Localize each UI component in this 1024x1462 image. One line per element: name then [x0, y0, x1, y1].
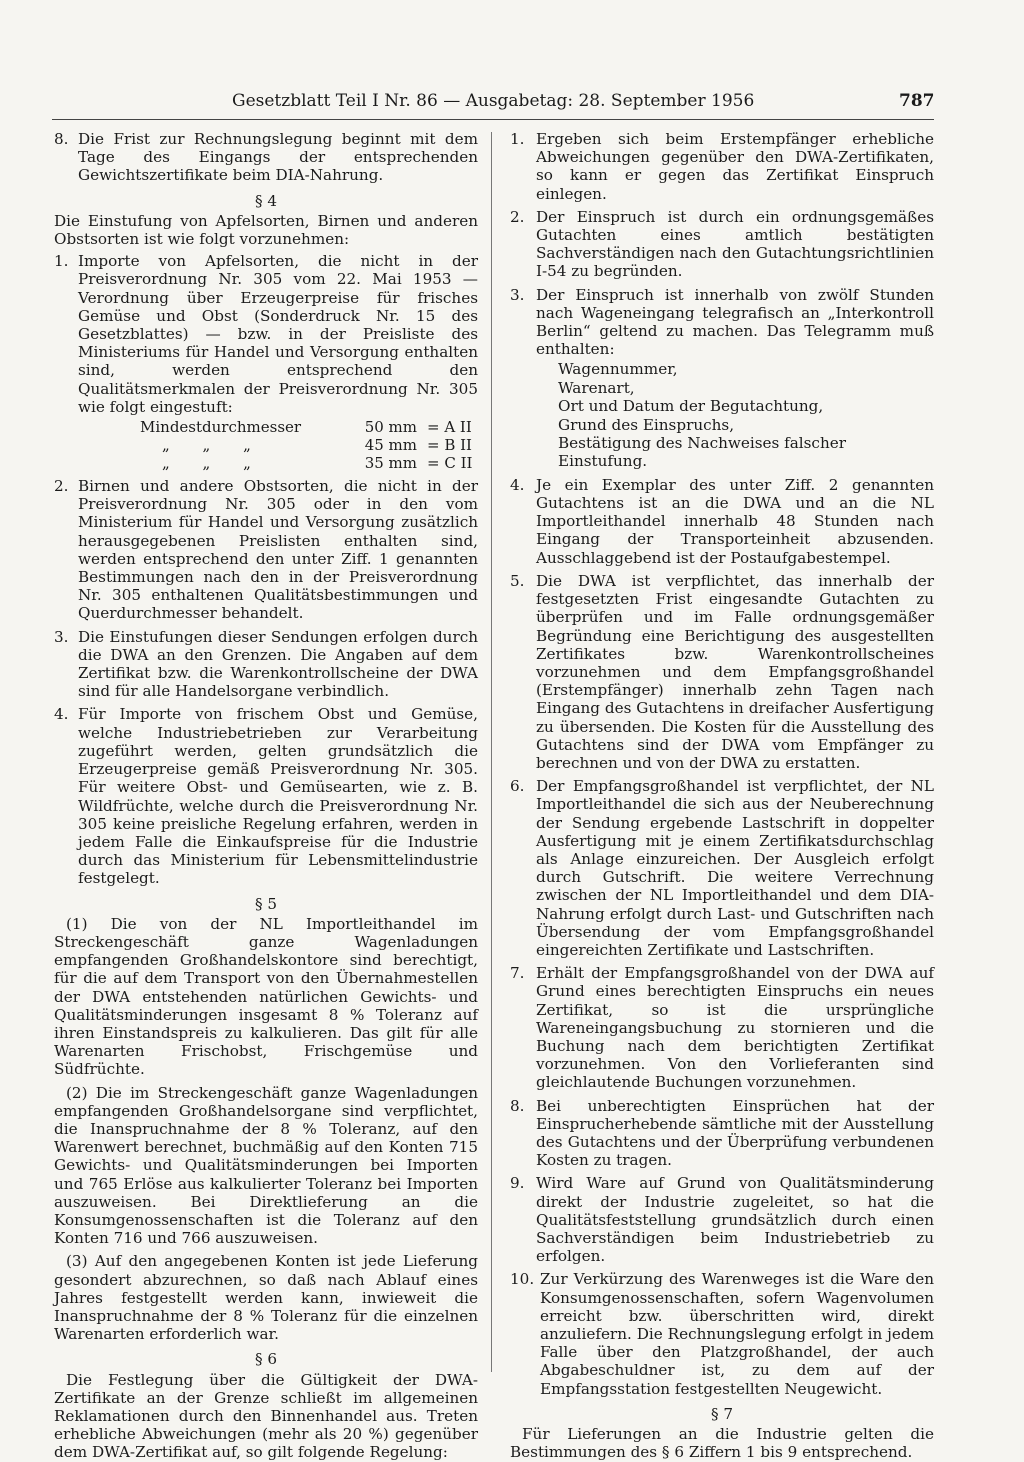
paragraph: (2) Die im Streckengeschäft ganze Wagenladungen empfangenden Großhandelsorgane sind verpflichtet, die Inanspruchnahme der 8 % Toleranz, auf den Warenwert berechnet, buchmäßig auf den Konten 715 Gewichts- und Qualitätsminderungen bei Importen und 765 Erlöse aus kalkulierter Toleranz bei Importen auszuweisen. Bei Direktlieferung an die Konsumgenossenschaften ist die Toleranz auf den Konten 716 und 766 auszuweisen. — [54, 1083, 478, 1248]
table-cell: 50 mm — [364, 418, 417, 437]
list-entry: Warenart, — [558, 378, 635, 397]
section-heading: § 4 — [254, 191, 278, 210]
list-item — [510, 1270, 934, 1397]
item-number: 4. — [510, 475, 525, 494]
item-text: Bei unberechtigten Einsprüchen hat der Einsprucherhebende sämtliche mit der Ausstellung des Gutachtens und der Überprüfung verbundenen Kosten zu tragen. — [536, 1096, 934, 1170]
item-text: Für Importe von frischem Obst und Gemüse, welche Industriebetrieben zur Verarbeitung zugeführt werden, gelten grundsätzlich die Erzeugerpreise gemäß Preisverordnung Nr. 305. Für weitere Obst- und Gemüsearten, wie z. B. Wildfrüchte, welche durch die Preisverordnung Nr. 305 keine preisliche Regelung erfahren, werden in jedem Falle die Einkaufspreise für die Industrie durch das Ministerium für Lebensmittelindustrie festgelegt. — [78, 705, 478, 888]
item-number: 3. — [54, 627, 69, 646]
item-text: Zur Verkürzung des Warenweges ist die Ware den Konsumgenossenschaften, sofern Wagenvolumen erreicht bzw. überschritten wird, direkt anzuliefern. Die Rechnungslegung erfolgt in jedem Falle über den Platzgroßhandel, der auch Abgabeschuldner ist, zu dem auf der Empfangsstation festgestellten Neugewicht. — [540, 1270, 934, 1398]
paragraph: (3) Auf den angegebenen Konten ist jede Lieferung gesondert abzurechnen, so daß nach Ablauf eines Jahres festgestellt werden kann, inwieweit die Inanspruchnahme der 8 % Toleranz für die einzelnen Warenarten erforderlich war. — [54, 1252, 478, 1344]
list-entry: Ort und Datum der Begutachtung, — [558, 397, 824, 416]
item-number: 8. — [510, 1096, 525, 1115]
table-cell: = B II — [427, 436, 472, 455]
item-number: 1. — [54, 252, 69, 271]
item-text: Je ein Exemplar des unter Ziff. 2 genannten Gutachtens ist an die DWA und an die NL Importleithandel innerhalb 48 Stunden nach Eingang der Transporteinheit abzusenden. Ausschlaggebend ist der Postaufgabestempel. — [536, 475, 934, 567]
list-item — [54, 705, 478, 887]
right-column — [510, 130, 934, 1462]
list-item — [510, 777, 934, 959]
item-text: Der Empfangsgroßhandel ist verpflichtet, der NL Importleithandel die sich aus der Neuberechnung der Sendung ergebende Lastschrift in doppelter Ausfertigung mit je einem Zertifikatsdurchschlag als Anlage einzureichen. Der Ausgleich erfolgt durch Gutschrift. Die weitere Verrechnung zwischen der NL Importleithandel und dem DIA-Nahrung erfolgt durch Last- und Gutschriften nach Übersendung der vom Empfangsgroßhandel eingereichten Zertifikate und Lastschriften. — [536, 777, 934, 959]
list-item — [54, 477, 478, 623]
header-rule — [52, 119, 934, 120]
item-number: 3. — [510, 285, 525, 304]
left-column — [54, 130, 478, 1462]
item-number: 9. — [510, 1174, 525, 1193]
item-text: Der Einspruch ist innerhalb von zwölf Stunden nach Wageneingang telegrafisch an „Interkontroll Berlin“ geltend zu machen. Das Telegramm muß enthalten: — [536, 285, 934, 359]
item-text: Der Einspruch ist durch ein ordnungsgemäßes Gutachten eines amtlich bestätigten Sachverständigen nach den Gutachtungsrichtlinien I-54 zu begründen. — [536, 207, 934, 281]
item-text: Die DWA ist verpflichtet, das innerhalb der festgesetzten Frist eingesandte Gutachten zu überprüfen und im Falle ordnungsgemäßer Begründung eine Berichtigung des ausgestellten Zertifikates bzw. Warenkontrollscheines vorzunehmen und dem Empfangsgroßhandel (Erstempfänger) innerhalb zehn Tagen nach Eingang des Gutachtens in dreifacher Ausfertigung zu übersenden. Die Kosten für die Ausstellung des Gutachtens sind der DWA vom Empfänger zu berechnen und von der DWA zu erstatten. — [536, 571, 934, 772]
list-item — [510, 964, 934, 1091]
telegram-contents-list — [558, 360, 934, 470]
column-divider — [491, 132, 492, 1372]
table-row — [140, 454, 478, 472]
item-number: 8. — [54, 130, 69, 148]
paragraph: Die Festlegung über die Gültigkeit der DWA-Zertifikate an der Grenze schließt im allgemeinen Reklamationen durch den Binnenhandel aus. Treten erhebliche Abweichungen (mehr als 20 %) gegenüber dem DWA-Zertifikat auf, so gilt folgende Regelung: — [54, 1370, 478, 1462]
item-text: Wird Ware auf Grund von Qualitätsminderung direkt der Industrie zugeleitet, so hat die Qualitätsfeststellung grundsätzlich durch einen Sachverständigen beim Industriebetrieb zu erfolgen. — [536, 1174, 934, 1266]
item-number: 2. — [54, 477, 69, 496]
item-text: Importe von Apfelsorten, die nicht in der Preisverordnung Nr. 305 vom 22. Mai 1953 — Verordnung über Erzeugerpreise für frisches Gemüse und Obst (Sonderdruck Nr. 15 des Gesetzblattes) — bzw. in der Preisliste des Ministeriums für Handel und Versorgung enthalten sind, werden entsprechend den Qualitätsmerkmalen der Preisverordnung Nr. 305 wie folgt eingestuft: — [78, 252, 478, 416]
item-number: 7. — [510, 964, 525, 983]
item-number: 1. — [510, 130, 525, 148]
table-row — [140, 418, 478, 436]
list-entry: Grund des Einspruchs, — [558, 415, 735, 434]
item-text: Die Frist zur Rechnungslegung beginnt mit dem Tage des Eingangs der entsprechenden Gewichtszertifikate beim DIA-Nahrung. — [78, 130, 478, 185]
list-entry: Wagennummer, — [558, 360, 678, 379]
list-entry: Bestätigung des Nachweises falscher Einstufung. — [558, 434, 846, 471]
header-title: Gesetzblatt Teil I Nr. 86 — Ausgabetag: 28. September 1956 — [232, 91, 755, 111]
item-number: 10. — [510, 1270, 535, 1289]
paragraph: Die Einstufung von Apfelsorten, Birnen und anderen Obstsorten ist wie folgt vorzunehmen: — [54, 211, 478, 249]
list-item — [54, 628, 478, 701]
list-item — [54, 130, 478, 185]
list-item — [510, 572, 934, 772]
list-item — [510, 130, 934, 203]
size-classification-table — [140, 418, 478, 472]
item-number: 2. — [510, 207, 525, 226]
list-item — [510, 1174, 934, 1265]
section-heading: § 6 — [254, 1350, 278, 1369]
table-cell: 45 mm — [364, 436, 417, 455]
table-cell: „ „ „ — [162, 454, 265, 473]
section-heading: § 7 — [710, 1404, 734, 1423]
list-item — [510, 1097, 934, 1170]
list-item — [510, 286, 934, 471]
section-heading: § 5 — [254, 894, 278, 913]
table-row — [140, 436, 478, 454]
list-item — [510, 476, 934, 567]
page-number: 787 — [899, 91, 935, 111]
table-cell: Mindestdurchmesser — [140, 418, 302, 437]
item-text: Erhält der Empfangsgroßhandel von der DWA auf Grund eines berechtigten Einspruchs ein neues Zertifikat, so ist die ursprüngliche Wareneingangsbuchung zu stornieren und die Buchung nach dem berichtigten Zertifikat vorzunehmen. Von den Vorlieferanten sind gleichlautende Buchungen vorzunehmen. — [536, 964, 934, 1092]
page-header — [0, 88, 1024, 114]
table-cell: 35 mm — [364, 454, 417, 473]
table-cell: „ „ „ — [162, 436, 265, 455]
table-cell: = A II — [427, 418, 472, 437]
list-item — [54, 252, 478, 472]
table-cell: = C II — [427, 454, 473, 473]
list-item — [510, 208, 934, 281]
paragraph: Für Lieferungen an die Industrie gelten die Bestimmungen des § 6 Ziffern 1 bis 9 entsprechend. — [510, 1425, 934, 1462]
item-number: 6. — [510, 777, 525, 796]
item-text: Die Einstufungen dieser Sendungen erfolgen durch die DWA an den Grenzen. Die Angaben auf dem Zertifikat bzw. die Warenkontrollscheine der DWA sind für alle Handelsorgane verbindlich. — [78, 627, 478, 701]
item-text: Birnen und andere Obstsorten, die nicht in der Preisverordnung Nr. 305 oder in den vom Ministerium für Handel und Versorgung zusätzlich herausgegebenen Preislisten enthalten sind, werden entsprechend den unter Ziff. 1 genannten Bestimmungen nach den in der Preisverordnung Nr. 305 enthaltenen Qualitätsbestimmungen und Querdurchmesser behandelt. — [78, 477, 478, 623]
item-text: Ergeben sich beim Erstempfänger erhebliche Abweichungen gegenüber den DWA-Zertifikaten, so kann er gegen das Zertifikat Einspruch einlegen. — [536, 130, 934, 203]
item-number: 5. — [510, 571, 525, 590]
paragraph: (1) Die von der NL Importleithandel im Streckengeschäft ganze Wagenladungen empfangenden Großhandelskontore sind berechtigt, für die auf dem Transport von den Übernahmestellen der DWA entstehenden natürlichen Gewichts- und Qualitätsminderungen insgesamt 8 % Toleranz auf ihren Einstandspreis zu kalkulieren. Das gilt für alle Warenarten Frischobst, Frischgemüse und Südfrüchte. — [54, 914, 478, 1079]
item-number: 4. — [54, 705, 69, 724]
